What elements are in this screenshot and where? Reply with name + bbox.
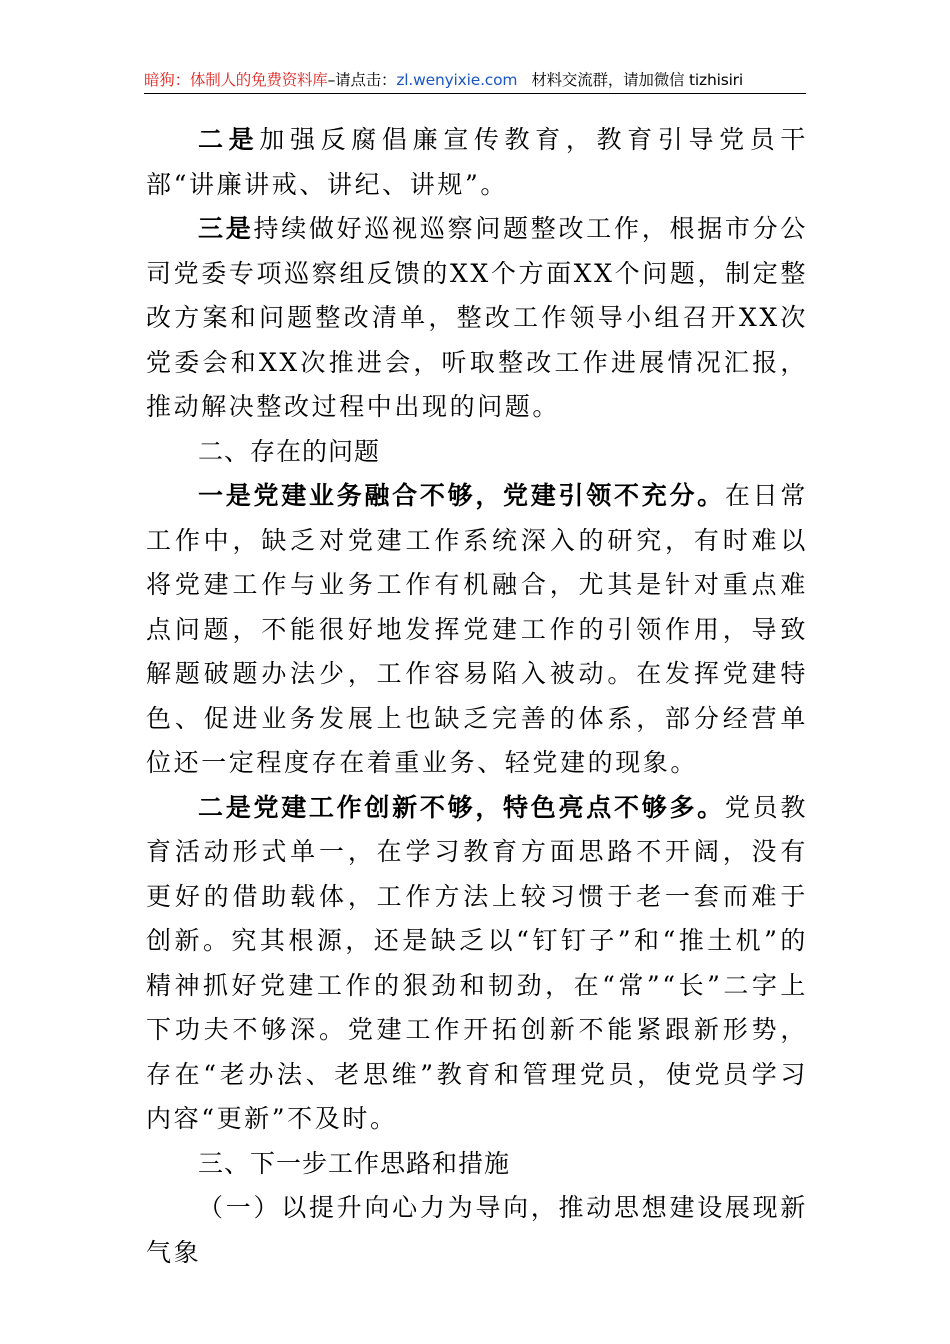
header-link[interactable]: zl.wenyixie.com	[396, 71, 518, 89]
header-prompt: –请点击：	[327, 71, 397, 89]
paragraph-text: 在日常工作中，缺乏对党建工作系统深入的研究，有时难以将党建工作与业务工作有机融合，尤其是针对重点难点问题，不能很好地发挥党建工作的引领作用，导致解题破题办法少，工作容易陷入被动。在发挥党建特色、促进业务发展上也缺乏完善的体系，部分经营单位还一定程度存在着重业务、轻党建的现象。	[146, 481, 808, 777]
document-body	[146, 118, 808, 1275]
paragraph-lead: 二是	[198, 125, 260, 154]
subheading-cohesion: （一）以提升向心力为导向，推动思想建设展现新气象	[146, 1193, 808, 1267]
header-divider	[144, 93, 806, 94]
page-header	[144, 68, 806, 92]
paragraph-problem-integration	[146, 474, 808, 786]
header-contact: 材料交流群，请加微信 tizhisiri	[531, 71, 743, 89]
paragraph-lead: 二是党建工作创新不够，特色亮点不够多。	[198, 792, 725, 822]
header-brand[interactable]: 暗狗：体制人的免费资料库	[144, 71, 328, 89]
paragraph-text: 持续做好巡视巡察问题整改工作，根据市分公司党委专项巡察组反馈的XX个方面XX个问题，制定整改方案和问题整改清单，整改工作领导小组召开XX次党委会和XX次推进会，听取整改工作进展情况汇报，推动解决整改过程中出现的问题。	[146, 214, 808, 421]
paragraph-anti-corruption	[146, 118, 808, 207]
paragraph-text: 党员教育活动形式单一，在学习教育方面思路不开阔，没有更好的借助载体，工作方法上较习惯于老一套而难于创新。究其根源，还是缺乏以“钉钉子”和“推土机”的精神抓好党建工作的狠劲和韧劲，在“常”“长”二字上下功夫不够深。党建工作开拓创新不能紧跟新形势，存在“老办法、老思维”教育和管理党员，使党员学习内容“更新”不及时。	[146, 792, 808, 1133]
paragraph-text: 加强反腐倡廉宣传教育，教育引导党员干部“讲廉讲戒、讲纪、讲规”。	[146, 125, 808, 199]
paragraph-lead: 一是党建业务融合不够，党建引领不充分。	[198, 481, 725, 510]
paragraph-lead: 三是	[198, 214, 254, 243]
section-heading-next-steps: 三、下一步工作思路和措施	[198, 1148, 511, 1178]
paragraph-problem-innovation	[146, 786, 808, 1142]
paragraph-inspection-rectification	[146, 207, 808, 430]
section-heading-problems: 二、存在的问题	[198, 436, 381, 466]
